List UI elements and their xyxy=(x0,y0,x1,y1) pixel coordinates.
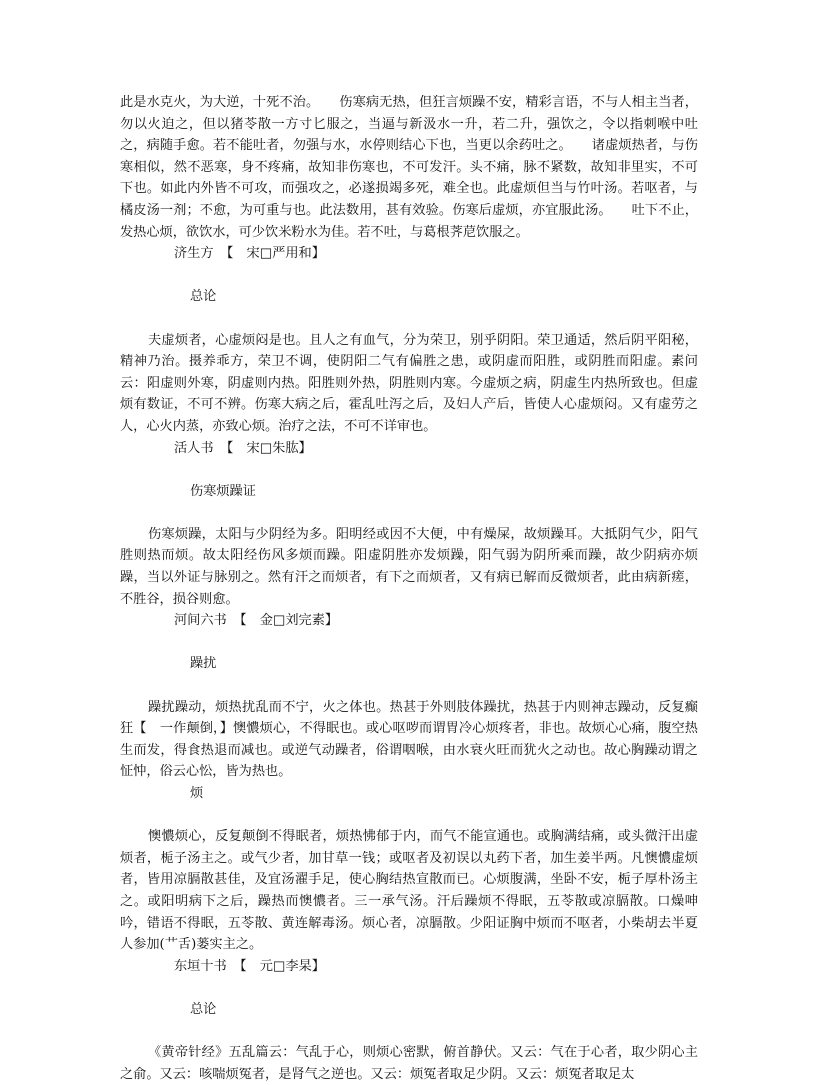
section-heading-shanghan-fanzao: 伤寒烦躁证 xyxy=(190,483,256,499)
source-citation-jishengfang: 济生方 【 宋□严用和】 xyxy=(174,246,325,262)
document-page xyxy=(120,92,698,1085)
section-heading-zaorao: 躁扰 xyxy=(190,656,217,672)
source-citation-huorenshu: 活人书 【 宋□朱肱】 xyxy=(174,440,312,456)
spacer xyxy=(120,977,698,999)
spacer xyxy=(120,308,698,330)
spacer xyxy=(120,502,698,524)
source-citation-hejian-liushu: 河间六书 【 金□刘完素】 xyxy=(174,613,339,629)
text-block-2: 夫虚烦者，心虚烦闷是也。且人之有血气，分为荣卫，别乎阴阳。荣卫通适，然后阴平阳秘，精神乃治。摄养乖方，荣卫不调，使阴阳二气有偏胜之患，或阴虚而阳胜，或阴胜而阳虚。素问云：阳虚则外寒，阴虚则内热。阳胜则外热，阴胜则内寒。今虚烦之病，阴虚生内热所致也。但虚烦有数证，不可不辨。伤寒大病之后，霍乱吐泻之后，及妇人产后，皆使人心虚烦闷。又有虚劳之人，心火内蒸，亦致心烦。治疗之法，不可不详审也。 xyxy=(120,332,698,434)
text-block-1: 此是水克火，为大逆，十死不治。 伤寒病无热，但狂言烦躁不安，精彩言语，不与人相主当者，勿以火迫之，但以猪苓散一方寸匕服之，当逼与新汲水一升，若二升，强饮之，令以指刺喉中吐之，病随手愈。若不能吐者，勿强与水，水停则结心下也，当更以余药吐之。 诸虚烦热者，与伤寒相似，然不恶寒，身不疼痛，故知非伤寒也，不可发汗。头不痛，脉不紧数，故知非里实，不可下也。如此内外皆不可攻，而强攻之，必遂损竭多死，难全也。此虚烦但当与竹叶汤。若呕者，与橘皮汤一剂；不愈，为可重与也。此法数用，甚有效验。伤寒后虚烦，亦宜服此汤。 吐下不止，发热心烦，欲饮水，可少饮米粉水为佳。若不吐，与葛根荠苨饮服之。 xyxy=(120,95,698,240)
source-citation-dongyuan-shishu: 东垣十书 【 元□李杲】 xyxy=(174,958,325,974)
spacer xyxy=(120,675,698,697)
text-block-6: 《黄帝针经》五乱篇云：气乱于心，则烦心密默，俯首静伏。又云：气在于心者，取少阴心主之俞。又云：咳喘烦冤者，是肾气之逆也。又云：烦冤者取足少阴。又云：烦冤者取足太 xyxy=(120,1045,698,1082)
text-block-3: 伤寒烦躁，太阳与少阴经为多。阳明经或因不大便，中有燥屎，故烦躁耳。大抵阴气少，阳气胜则热而烦。故太阳经伤风多烦而躁。阳虚阴胜亦发烦躁，阳气弱为阴所乘而躁，故少阴病亦烦躁，当以外证与脉别之。然有汗之而烦者，有下之而烦者，又有病已解而反微烦者，此由病新瘥，不胜谷，损谷则愈。 xyxy=(120,526,698,607)
spacer xyxy=(120,805,698,827)
spacer xyxy=(120,459,698,481)
section-heading-zonglun-2: 总论 xyxy=(190,1001,217,1017)
section-heading-zonglun: 总论 xyxy=(190,289,217,305)
spacer xyxy=(120,632,698,654)
spacer xyxy=(120,265,698,287)
section-heading-fan: 烦 xyxy=(190,786,204,801)
spacer xyxy=(120,1021,698,1043)
text-block-4: 躁扰躁动，烦热扰乱而不宁，火之体也。热甚于外则肢体躁扰，热甚于内则神志躁动，反复癫狂【 一作颠倒，】懊憹烦心，不得眠也。或心呕哕而谓胃冷心烦疼者，非也。故烦心心痛，腹空热生而发，得食热退而减也。或逆气动躁者，俗谓咽喉，由水衰火旺而犹火之动也。故心胸躁动谓之怔忡，俗云心忪，皆为热也。 xyxy=(120,699,698,780)
text-block-5: 懊憹烦心，反复颠倒不得眠者，烦热怫郁于内，而气不能宣通也。或胸满结痛，或头微汗出虚烦者，栀子汤主之。或气少者，加甘草一钱；或呕者及初误以丸药下者，加生姜半两。凡懊憹虚烦者，皆用凉膈散甚佳，及宜汤濯手足，使心胸结热宣散而已。心烦腹满，坐卧不安，栀子厚朴汤主之。或阳明病下之后，躁热而懊憹者。三一承气汤。汗后躁烦不得眠，五苓散或凉膈散。口燥呻吟，错语不得眠，五苓散、黄连解毒汤。烦心者，凉膈散。少阳证胸中烦而不呕者，小柴胡去半夏人参加(艹舌)蒌实主之。 xyxy=(120,829,698,953)
